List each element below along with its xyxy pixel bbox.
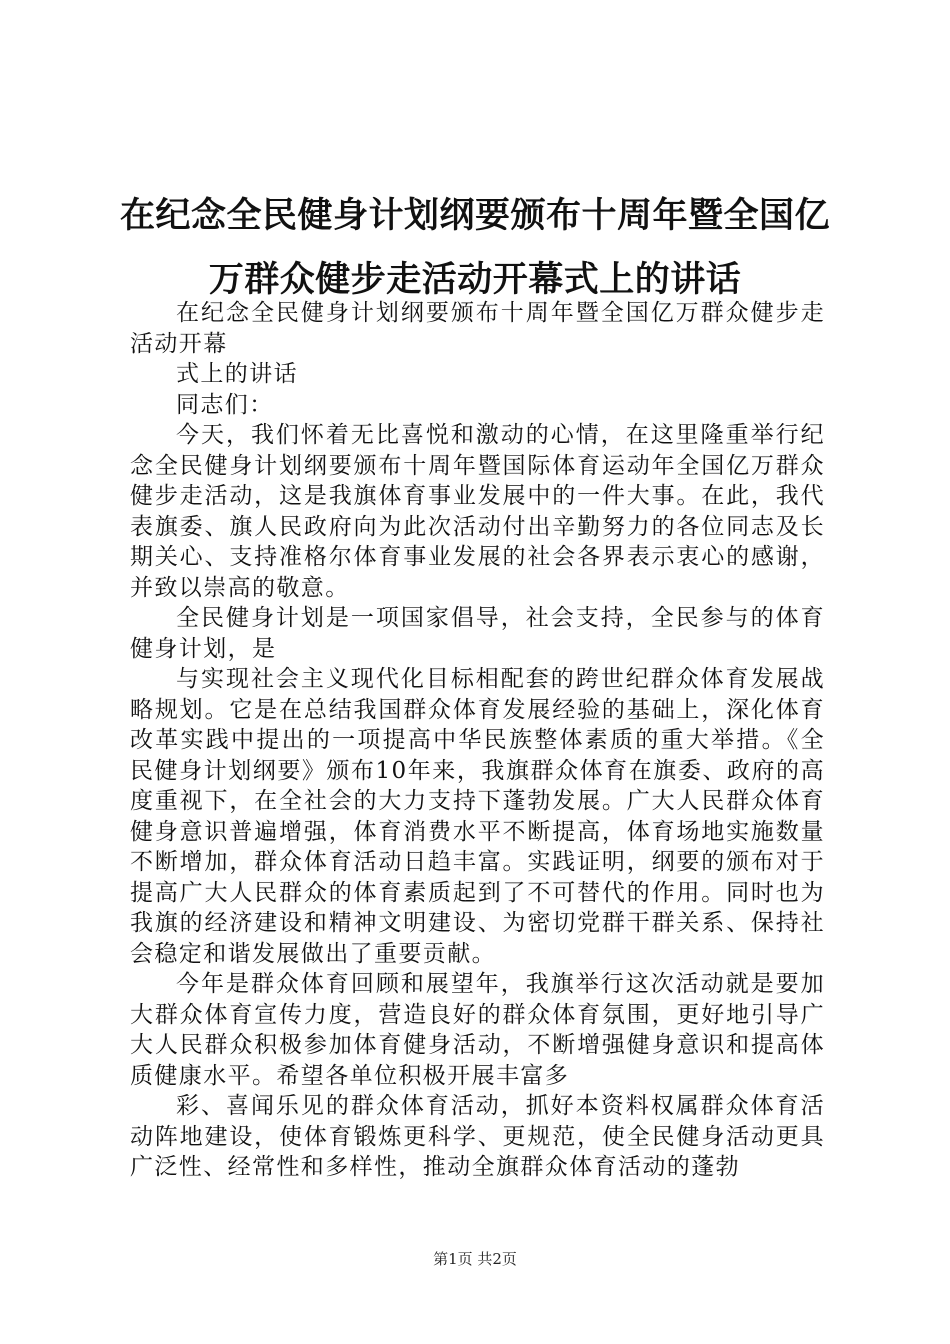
title-line-1: 在纪念全民健身计划纲要颁布十周年暨全国亿 <box>119 196 830 236</box>
paragraph: 在纪念全民健身计划纲要颁布十周年暨全国亿万群众健步走活动开幕 <box>130 300 825 357</box>
page-footer: 第1页 共2页 <box>433 1250 517 1268</box>
paragraph: 同志们： <box>176 391 274 418</box>
title-line-2: 万群众健步走活动开幕式上的讲话 <box>208 260 742 300</box>
paragraph: 今年是群众体育回顾和展望年，我旗举行这次活动就是要加大群众体育宣传力度，营造良好的群众体育氛围，更好地引导广大人民群众积极参加体育健身活动，不断增强健身意识和提高体质健康水平。希望各单位积极开展丰富多 <box>130 971 825 1089</box>
document-title <box>110 184 840 312</box>
paragraph: 彩、喜闻乐见的群众体育活动，抓好本资料权属群众体育活动阵地建设，使体育锻炼更科学、更规范，使全民健身活动更具广泛性、经常性和多样性，推动全旗群众体育活动的蓬勃 <box>130 1093 825 1180</box>
paragraph: 式上的讲话 <box>176 361 298 387</box>
paragraph: 全民健身计划是一项国家倡导，社会支持，全民参与的体育健身计划，是 <box>130 605 825 662</box>
paragraph: 今天，我们怀着无比喜悦和激动的心情，在这里隆重举行纪念全民健身计划纲要颁布十周年暨国际体育运动年全国亿万群众健步走活动，这是我旗体育事业发展中的一件大事。在此，我代表旗委、旗人民政府向为此次活动付出辛勤努力的各位同志及长期关心、支持准格尔体育事业发展的社会各界表示衷心的感谢，并致以崇高的敬意。 <box>130 422 825 601</box>
document-body <box>130 298 825 1183</box>
paragraph: 与实现社会主义现代化目标相配套的跨世纪群众体育发展战略规划。它是在总结我国群众体育发展经验的基础上，深化体育改革实践中提出的一项提高中华民族整体素质的重大举措。《全民健身计划纲要》颁布10年来，我旗群众体育在旗委、政府的高度重视下，在全社会的大力支持下蓬勃发展。广大人民群众体育健身意识普遍增强，体育消费水平不断提高，体育场地实施数量不断增加，群众体育活动日趋丰富。实践证明，纲要的颁布对于提高广大人民群众的体育素质起到了不可替代的作用。同时也为我旗的经济建设和精神文明建设、为密切党群干群关系、保持社会稳定和谐发展做出了重要贡献。 <box>130 666 825 967</box>
